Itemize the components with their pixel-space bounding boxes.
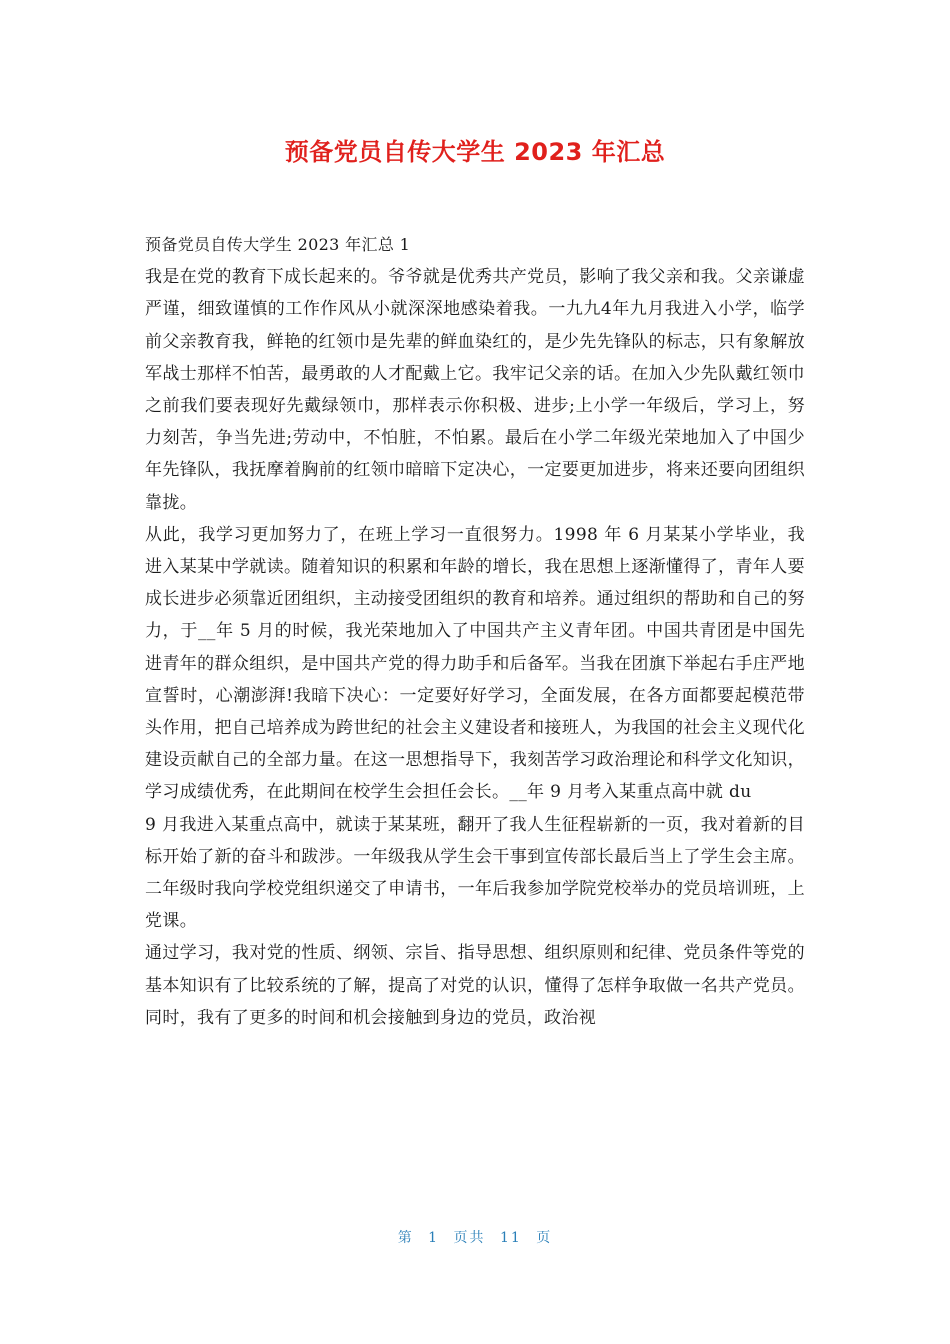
document-body xyxy=(145,229,805,1034)
page-number-footer: 第 1 页共 11 页 xyxy=(397,1230,553,1246)
document-title: 预备党员自传大学生 2023 年汇总 xyxy=(284,138,666,166)
section-subheading: 预备党员自传大学生 2023 年汇总 1 xyxy=(145,235,411,254)
body-paragraph: 通过学习，我对党的性质、纲领、宗旨、指导思想、组织原则和纪律、党员条件等党的基本知识有了比较系统的了解，提高了对党的认识，懂得了怎样争取做一名共产党员。同时，我有了更多的时间和机会接触到身边的党员，政治视 xyxy=(145,943,805,1028)
body-paragraph: 我是在党的教育下成长起来的。爷爷就是优秀共产党员，影响了我父亲和我。父亲谦虚严谨，细致谨慎的工作作风从小就深深地感染着我。一九九4年九月我进入小学，临学前父亲教育我，鲜艳的红领巾是先辈的鲜血染红的，是少先先锋队的标志，只有象解放军战士那样不怕苦，最勇敢的人才配戴上它。我牢记父亲的话。在加入少先队戴红领巾之前我们要表现好先戴绿领巾，那样表示你积极、进步;上小学一年级后，学习上，努力刻苦，争当先进;劳动中，不怕脏，不怕累。最后在小学二年级光荣地加入了中国少年先锋队，我抚摩着胸前的红领巾暗暗下定决心，一定要更加进步，将来还要向团组织靠拢。 xyxy=(145,267,805,513)
body-paragraph: 9 月我进入某重点高中，就读于某某班，翻开了我人生征程崭新的一页，我对着新的目标开始了新的奋斗和跋涉。一年级我从学生会干事到宣传部长最后当上了学生会主席。二年级时我向学校党组织递交了申请书，一年后我参加学院党校举办的党员培训班，上党课。 xyxy=(145,814,805,932)
body-paragraph: 从此，我学习更加努力了，在班上学习一直很努力。1998 年 6 月某某小学毕业，我进入某某中学就读。随着知识的积累和年龄的增长，我在思想上逐渐懂得了，青年人要成长进步必须靠近团组织，主动接受团组织的教育和培养。通过组织的帮助和自己的努力，于__年 5 月的时候，我光荣地加入了中国共产主义青年团。中国共青团是中国先进青年的群众组织，是中国共产党的得力助手和后备军。当我在团旗下举起右手庄严地宣誓时，心潮澎湃!我暗下决心：一定要好好学习，全面发展，在各方面都要起模范带头作用，把自己培养成为跨世纪的社会主义建设者和接班人，为我国的社会主义现代化建设贡献自己的全部力量。在这一思想指导下，我刻苦学习政治理论和科学文化知识，学习成绩优秀，在此期间在校学生会担任会长。__年 9 月考入某重点高中就 du xyxy=(145,524,805,803)
